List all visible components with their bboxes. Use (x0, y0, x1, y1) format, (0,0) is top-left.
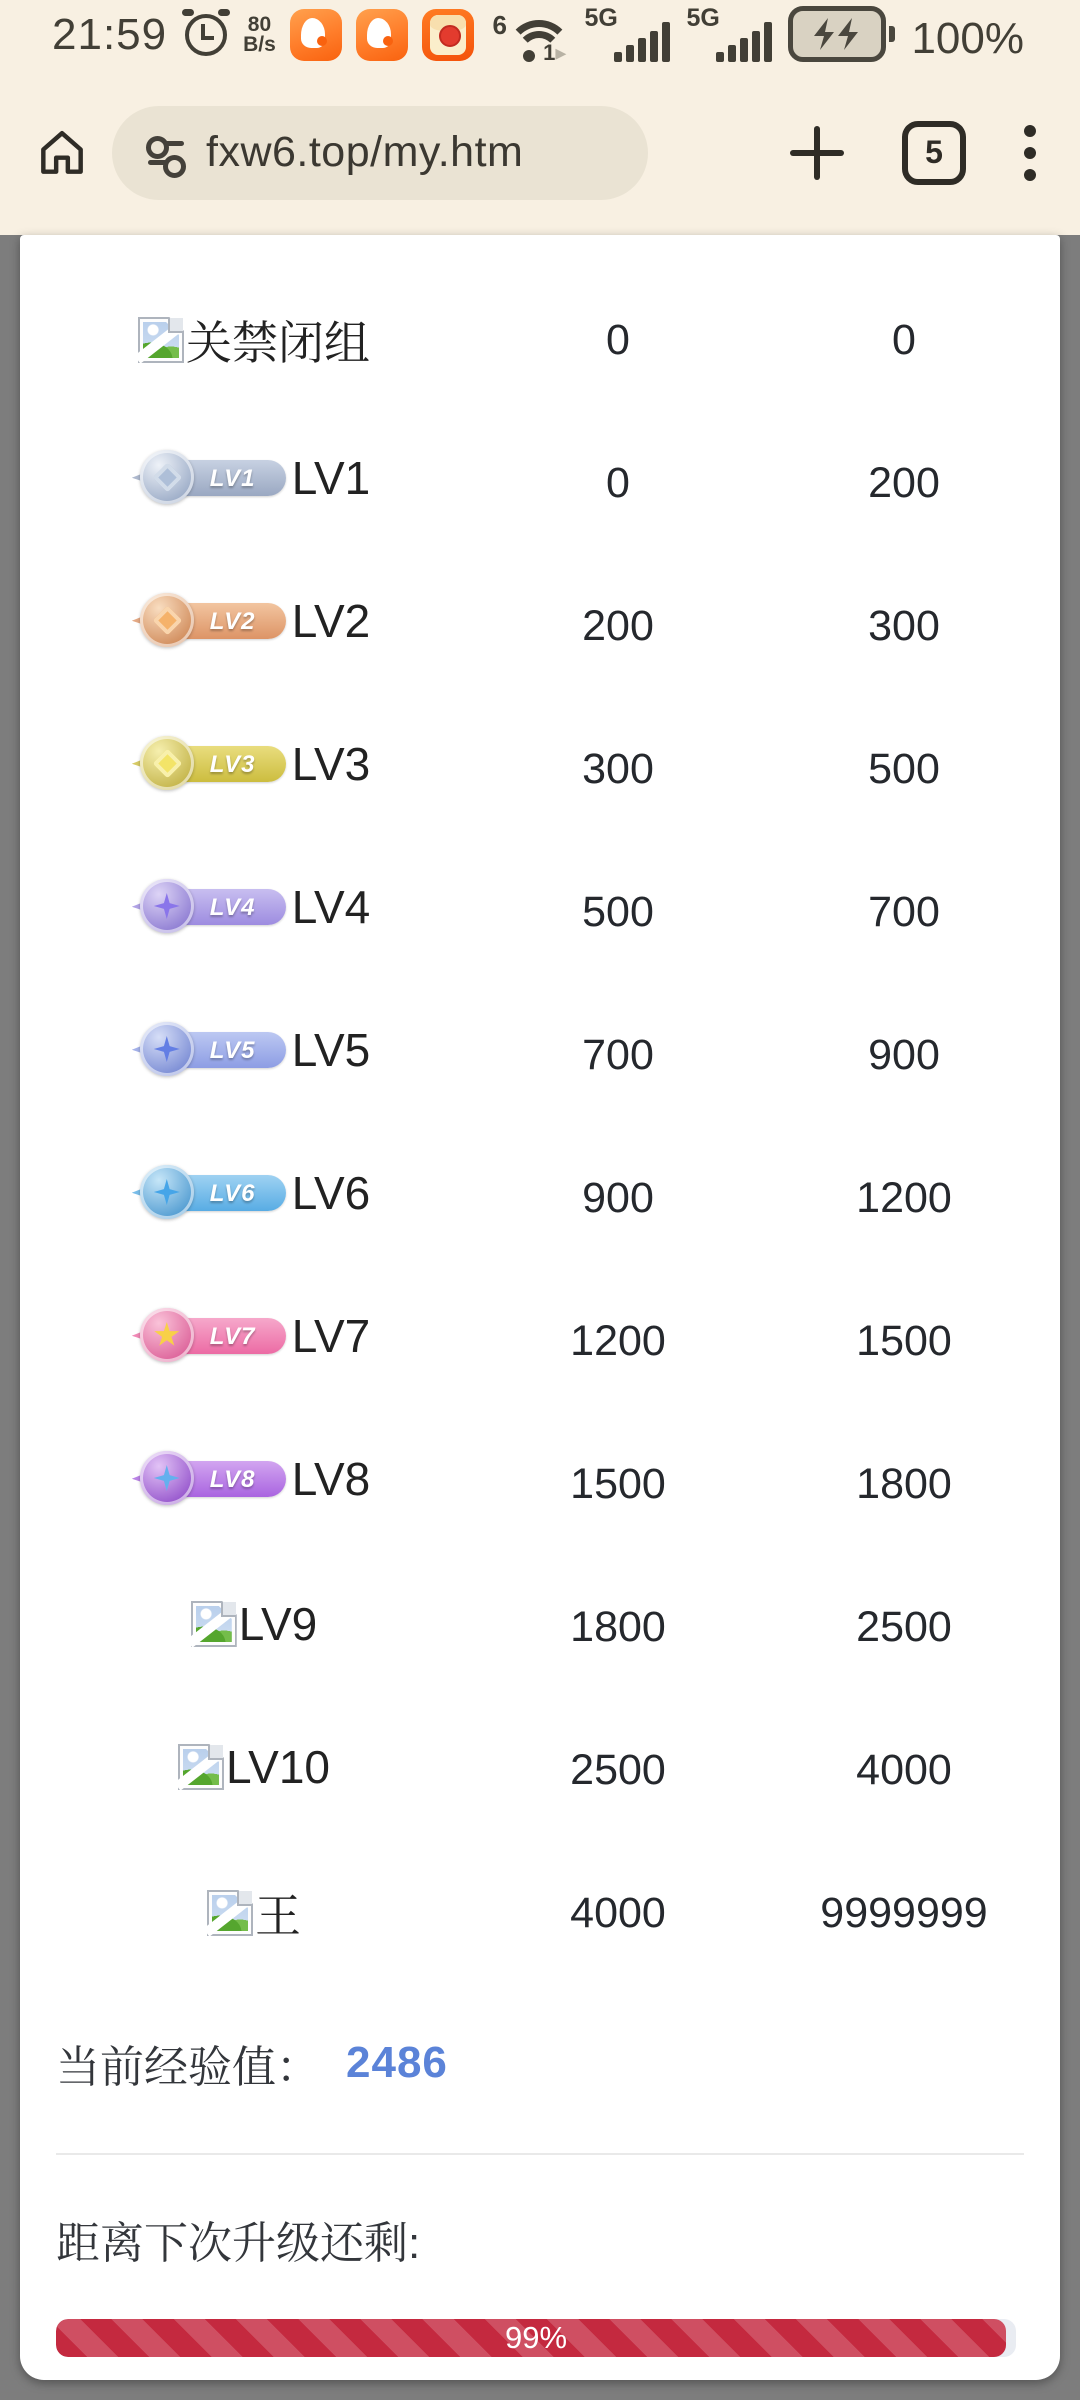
level-label: LV8 (291, 1453, 371, 1505)
wifi-traffic-arrow: 1▸ (543, 40, 567, 65)
level-cell (20, 269, 488, 412)
level-badge-icon: LV1 (138, 449, 288, 507)
level-badge-icon: LV3 (138, 735, 288, 793)
exp-to-value: 500 (868, 745, 940, 793)
progress-percent-text: 99% (504, 2320, 568, 2355)
level-cell-group (138, 735, 370, 793)
exp-to-value: 1200 (856, 1174, 952, 1222)
uc-browser-icon (356, 9, 408, 61)
exp-from-value: 1500 (570, 1460, 666, 1508)
level-cell-group (138, 592, 370, 650)
level-badge-icon: LV6 (138, 1164, 288, 1222)
status-bar-right (492, 4, 1080, 65)
level-cell (20, 412, 488, 555)
signal-bars (614, 22, 670, 62)
menu-button[interactable] (1024, 125, 1036, 181)
table-row (20, 1413, 1060, 1556)
table-row (20, 984, 1060, 1127)
exp-from-value: 4000 (570, 1889, 666, 1937)
status-bar-left (0, 9, 474, 61)
sim2-5g-label: 5G (686, 4, 720, 32)
squirrel-glyph (301, 18, 325, 48)
exp-from-value: 300 (582, 745, 654, 793)
level-cell (20, 984, 488, 1127)
signal-sim2-icon (686, 6, 772, 64)
level-badge-icon: LV2 (138, 592, 288, 650)
exp-to-value: 1500 (856, 1317, 952, 1365)
table-row (20, 841, 1060, 984)
level-label: LV9 (238, 1598, 318, 1650)
network-rate-unit: B/s (243, 33, 276, 56)
exp-to-value: 2500 (856, 1603, 952, 1651)
exp-to-value: 4000 (856, 1746, 952, 1794)
signal-bars (716, 22, 772, 62)
exp-from-value: 1200 (570, 1317, 666, 1365)
network-rate (243, 15, 276, 55)
level-cell (20, 698, 488, 841)
new-tab-button[interactable] (790, 126, 844, 180)
exp-progress-bar (56, 2319, 1016, 2357)
exp-to-value: 0 (892, 316, 916, 364)
table-row (20, 1127, 1060, 1270)
level-label: LV5 (291, 1024, 371, 1076)
exp-from-value: 2500 (570, 1746, 666, 1794)
signal-sim1-icon (584, 6, 670, 64)
tab-count: 5 (925, 134, 943, 170)
table-row (20, 698, 1060, 841)
table-row (20, 269, 1060, 412)
current-exp-line (56, 2031, 1060, 2095)
level-cell-group (138, 1164, 370, 1222)
level-cell-group (138, 1021, 370, 1079)
level-cell-group (191, 1597, 317, 1651)
exp-to-value: 200 (868, 459, 940, 507)
exp-from-value: 200 (582, 602, 654, 650)
level-label: 王 (255, 1890, 301, 1942)
level-badge-icon: LV8 (138, 1450, 288, 1508)
level-label: LV1 (291, 452, 371, 504)
exp-from-value: 900 (582, 1174, 654, 1222)
level-cell (20, 1842, 488, 1985)
level-cell-group (207, 1880, 301, 1946)
packet-seal (439, 25, 461, 47)
table-row (20, 1699, 1060, 1842)
exp-from-value: 0 (606, 316, 630, 364)
status-bar (0, 0, 1080, 70)
level-cell (20, 1270, 488, 1413)
table-row (20, 555, 1060, 698)
level-cell (20, 841, 488, 984)
exp-to-value: 1800 (856, 1460, 952, 1508)
exp-to-value: 700 (868, 888, 940, 936)
level-cell (20, 1413, 488, 1556)
level-label: LV7 (291, 1310, 371, 1362)
current-exp-label: 当前经验值： (56, 2043, 320, 2092)
remaining-label: 距离下次升级还剩: (56, 2219, 421, 2268)
broken-image-icon (191, 1601, 237, 1647)
level-cell-group (178, 1740, 330, 1794)
level-label: LV2 (291, 595, 371, 647)
level-cell-group (138, 878, 370, 936)
level-cell (20, 1556, 488, 1699)
page-content (20, 235, 1060, 2380)
red-packet-icon (422, 9, 474, 61)
level-cell (20, 555, 488, 698)
table-row (20, 412, 1060, 555)
level-cell (20, 1127, 488, 1270)
url-bar[interactable] (112, 106, 648, 200)
level-label: LV4 (291, 881, 371, 933)
level-badge-icon: LV4 (138, 878, 288, 936)
battery-shell (788, 6, 886, 62)
exp-from-value: 700 (582, 1031, 654, 1079)
table-row (20, 1270, 1060, 1413)
wifi-icon (492, 10, 568, 65)
wifi-generation-label: 6 (492, 10, 507, 40)
alarm-icon (185, 14, 227, 56)
toolbar-actions (790, 121, 1080, 185)
level-cell-group (138, 307, 370, 373)
level-cell-group (138, 449, 370, 507)
battery-nub (889, 26, 895, 42)
broken-image-icon (207, 1890, 253, 1936)
lightning-bolts (808, 17, 866, 51)
home-button[interactable] (34, 125, 90, 181)
clock-text: 21:59 (52, 10, 168, 59)
level-cell (20, 1699, 488, 1842)
exp-to-value: 300 (868, 602, 940, 650)
sim1-5g-label: 5G (584, 4, 618, 32)
broken-image-icon (138, 317, 184, 363)
level-label: LV3 (291, 738, 371, 790)
exp-from-value: 1800 (570, 1603, 666, 1651)
table-row (20, 1556, 1060, 1699)
browser-toolbar (0, 70, 1080, 235)
squirrel-glyph (367, 18, 391, 48)
battery-percent-text: 100% (911, 14, 1024, 63)
level-table (20, 269, 1060, 1985)
exp-to-value: 9999999 (820, 1889, 988, 1937)
url-text[interactable]: fxw6.top/my.htm (206, 128, 524, 176)
exp-to-value: 900 (868, 1031, 940, 1079)
uc-browser-icon (290, 9, 342, 61)
level-badge-icon: LV5 (138, 1021, 288, 1079)
current-exp-value: 2486 (346, 2038, 448, 2087)
level-badge-icon: LV7 (138, 1307, 288, 1365)
level-label: 关禁闭组 (186, 317, 370, 369)
divider (56, 2153, 1024, 2155)
exp-from-value: 0 (606, 459, 630, 507)
level-label: LV10 (225, 1741, 331, 1793)
level-cell-group (138, 1307, 370, 1365)
battery-charging-icon (788, 6, 895, 62)
broken-image-icon (178, 1744, 224, 1790)
table-row (20, 1842, 1060, 1985)
tab-switcher-button[interactable] (902, 121, 966, 185)
network-rate-value: 80 (247, 13, 272, 36)
level-cell-group (138, 1450, 370, 1508)
level-label: LV6 (291, 1167, 371, 1219)
exp-from-value: 500 (582, 888, 654, 936)
site-settings-icon[interactable] (148, 136, 184, 170)
